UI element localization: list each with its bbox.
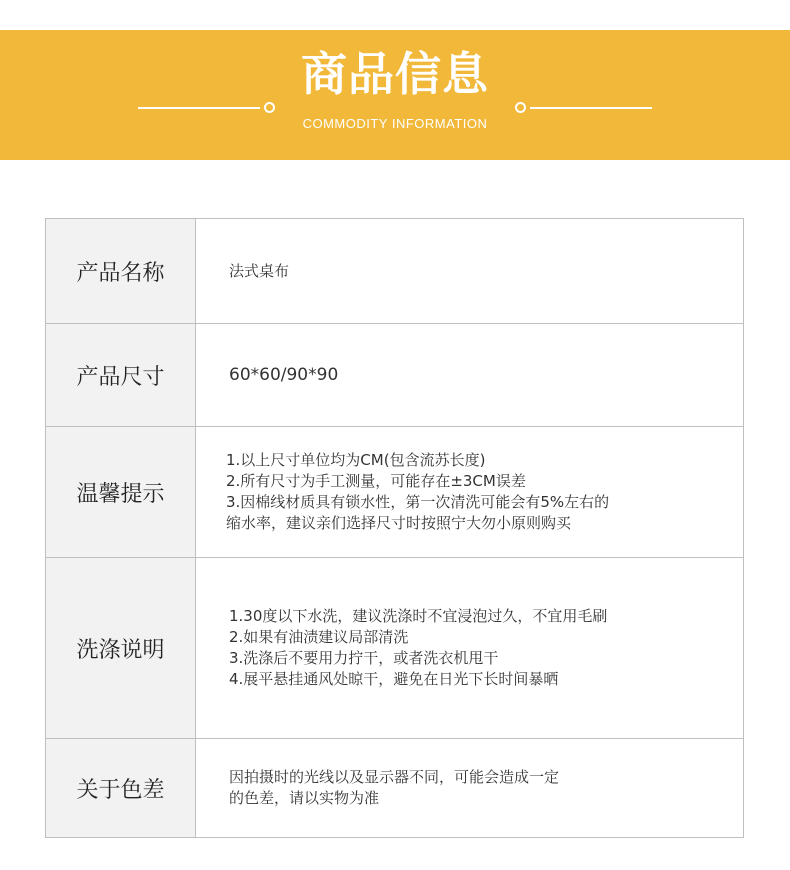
- decorative-line-left: [138, 107, 260, 109]
- page-title: 商品信息: [301, 47, 489, 101]
- value-line: 法式桌布: [229, 261, 290, 280]
- value-line: 1.以上尺寸单位均为CM(包含流苏长度): [226, 451, 486, 469]
- table-row-washing: [46, 557, 743, 738]
- value-line: 60*60/90*90: [229, 364, 339, 385]
- row-value: [196, 739, 743, 837]
- row-label: 温馨提示: [46, 427, 196, 557]
- table-row-color-difference: [46, 738, 743, 837]
- value-line: 缩水率，建议亲们选择尺寸时按照宁大勿小原则购买: [226, 514, 572, 532]
- table-row-product-name: [46, 219, 743, 323]
- value-line: 因拍摄时的光线以及显示器不同，可能会造成一定: [229, 768, 560, 786]
- value-line: 的色差，请以实物为准: [229, 789, 380, 807]
- row-label: 产品名称: [46, 219, 196, 323]
- row-label: 产品尺寸: [46, 324, 196, 426]
- row-value: [196, 324, 743, 426]
- value-line: 4.展平悬挂通风处晾干，避免在日光下长时间暴晒: [229, 670, 559, 688]
- row-label: 洗涤说明: [46, 558, 196, 738]
- table-row-product-size: [46, 323, 743, 426]
- row-value: [196, 219, 743, 323]
- decorative-line-right: [530, 107, 652, 109]
- table-row-tips: [46, 426, 743, 557]
- page-subtitle: COMMODITY INFORMATION: [302, 116, 488, 131]
- value-line: 3.洗涤后不要用力拧干，或者洗衣机甩干: [229, 649, 499, 667]
- value-line: 1.30度以下水洗，建议洗涤时不宜浸泡过久，不宜用毛刷: [229, 607, 608, 625]
- value-line: 2.如果有油渍建议局部清洗: [229, 628, 409, 646]
- row-value: [196, 427, 743, 557]
- value-line: 2.所有尺寸为手工测量，可能存在±3CM误差: [226, 472, 526, 490]
- info-table: [45, 218, 744, 838]
- value-line: 3.因棉线材质具有锁水性，第一次清洗可能会有5%左右的: [226, 493, 610, 511]
- row-value: [196, 558, 743, 738]
- row-label: 关于色差: [46, 739, 196, 837]
